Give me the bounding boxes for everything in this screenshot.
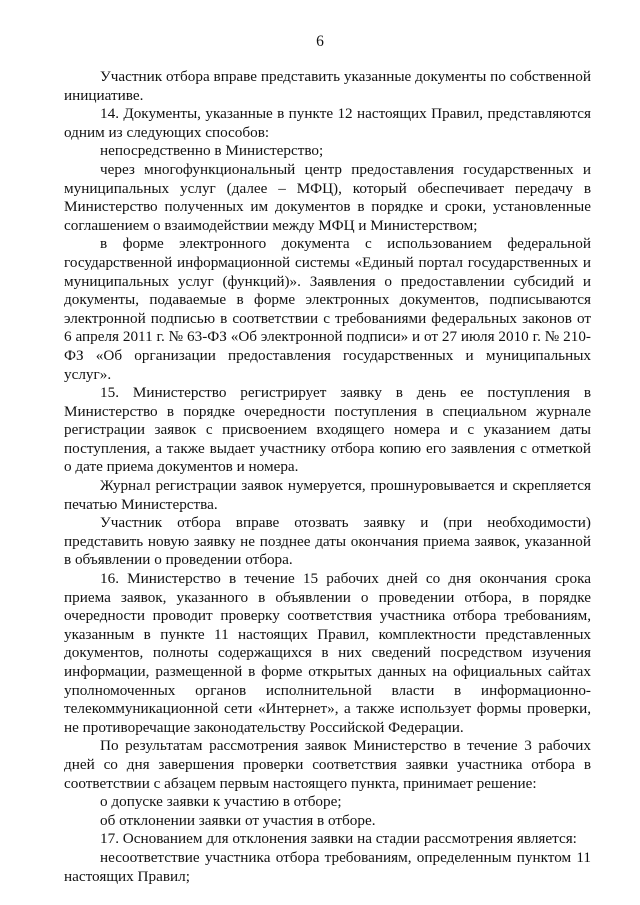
paragraph: Журнал регистрации заявок нумеруется, прошнуровывается и скрепляется печатью Министерства. <box>64 477 591 513</box>
paragraph: непосредственно в Министерство; <box>100 142 324 160</box>
paragraph: Участник отбора вправе представить указанные документы по собственной инициативе. <box>64 68 591 104</box>
paragraph: несоответствие участника отбора требованиям, определенным пунктом 11 настоящих Правил; <box>64 848 591 885</box>
paragraph: 17. Основанием для отклонения заявки на стадии рассмотрения является: <box>100 830 577 848</box>
paragraph: об отклонении заявки от участия в отборе. <box>100 811 376 829</box>
paragraph: через многофункциональный центр предоставления государственных и муниципальных услуг (далее – МФЦ), который обеспечивает передачу в Министерство полученных им документов в порядке и сроки, установленные соглашением о взаимодействии между МФЦ и Министерством; <box>64 160 591 234</box>
page-number: 6 <box>316 33 324 50</box>
paragraph: 14. Документы, указанные в пункте 12 настоящих Правил, представляются одним из следующих способов: <box>64 105 591 141</box>
paragraph: в форме электронного документа с использованием федеральной государственной информационной системы «Единый портал государственных и муниципальных услуг (функций)». Заявления о предоставлении субсидий и документы, подаваемые в форме электронных документов, подписываются электронной подписью в соответствии с требованиями федеральных законов от 6 апреля 2011 г. № 63-ФЗ «Об электронной подписи» и от 27 июля 2010 г. № 210-ФЗ «Об организации предоставления государственных и муниципальных услуг». <box>64 235 591 383</box>
paragraph: 16. Министерство в течение 15 рабочих дней со дня окончания срока приема заявок, указанного в объявлении о проведении отбора, в порядке очередности проводит проверку соответствия участника отбора требованиям, указанным в пункте 11 настоящих Правил, комплектности представленных документов, полноты содержащихся в них сведений посредством изучения информации, размещенной в форме открытых данных на официальных сайтах уполномоченных органов исполнительной власти в информационно-телекоммуникационной сети «Интернет», а также использует формы проверки, не противоречащие законодательству Российской Федерации. <box>64 570 591 736</box>
document-body <box>64 68 591 886</box>
paragraph: о допуске заявки к участию в отборе; <box>100 793 342 811</box>
paragraph: 15. Министерство регистрирует заявку в день ее поступления в Министерство в порядке очередности поступления в специальном журнале регистрации заявок с присвоением входящего номера и с указанием даты поступления, а также выдает участнику отбора копию его заявления с отметкой о дате приема документов и номера. <box>64 384 591 476</box>
paragraph: Участник отбора вправе отозвать заявку и (при необходимости) представить новую заявку не позднее даты окончания приема заявок, указанной в объявлении о проведении отбора. <box>64 514 591 569</box>
paragraph: По результатам рассмотрения заявок Министерство в течение 3 рабочих дней со дня завершения проверки соответствия заявки участника отбора в соответствии с абзацем первым настоящего пункта, принимает решение: <box>64 737 591 792</box>
